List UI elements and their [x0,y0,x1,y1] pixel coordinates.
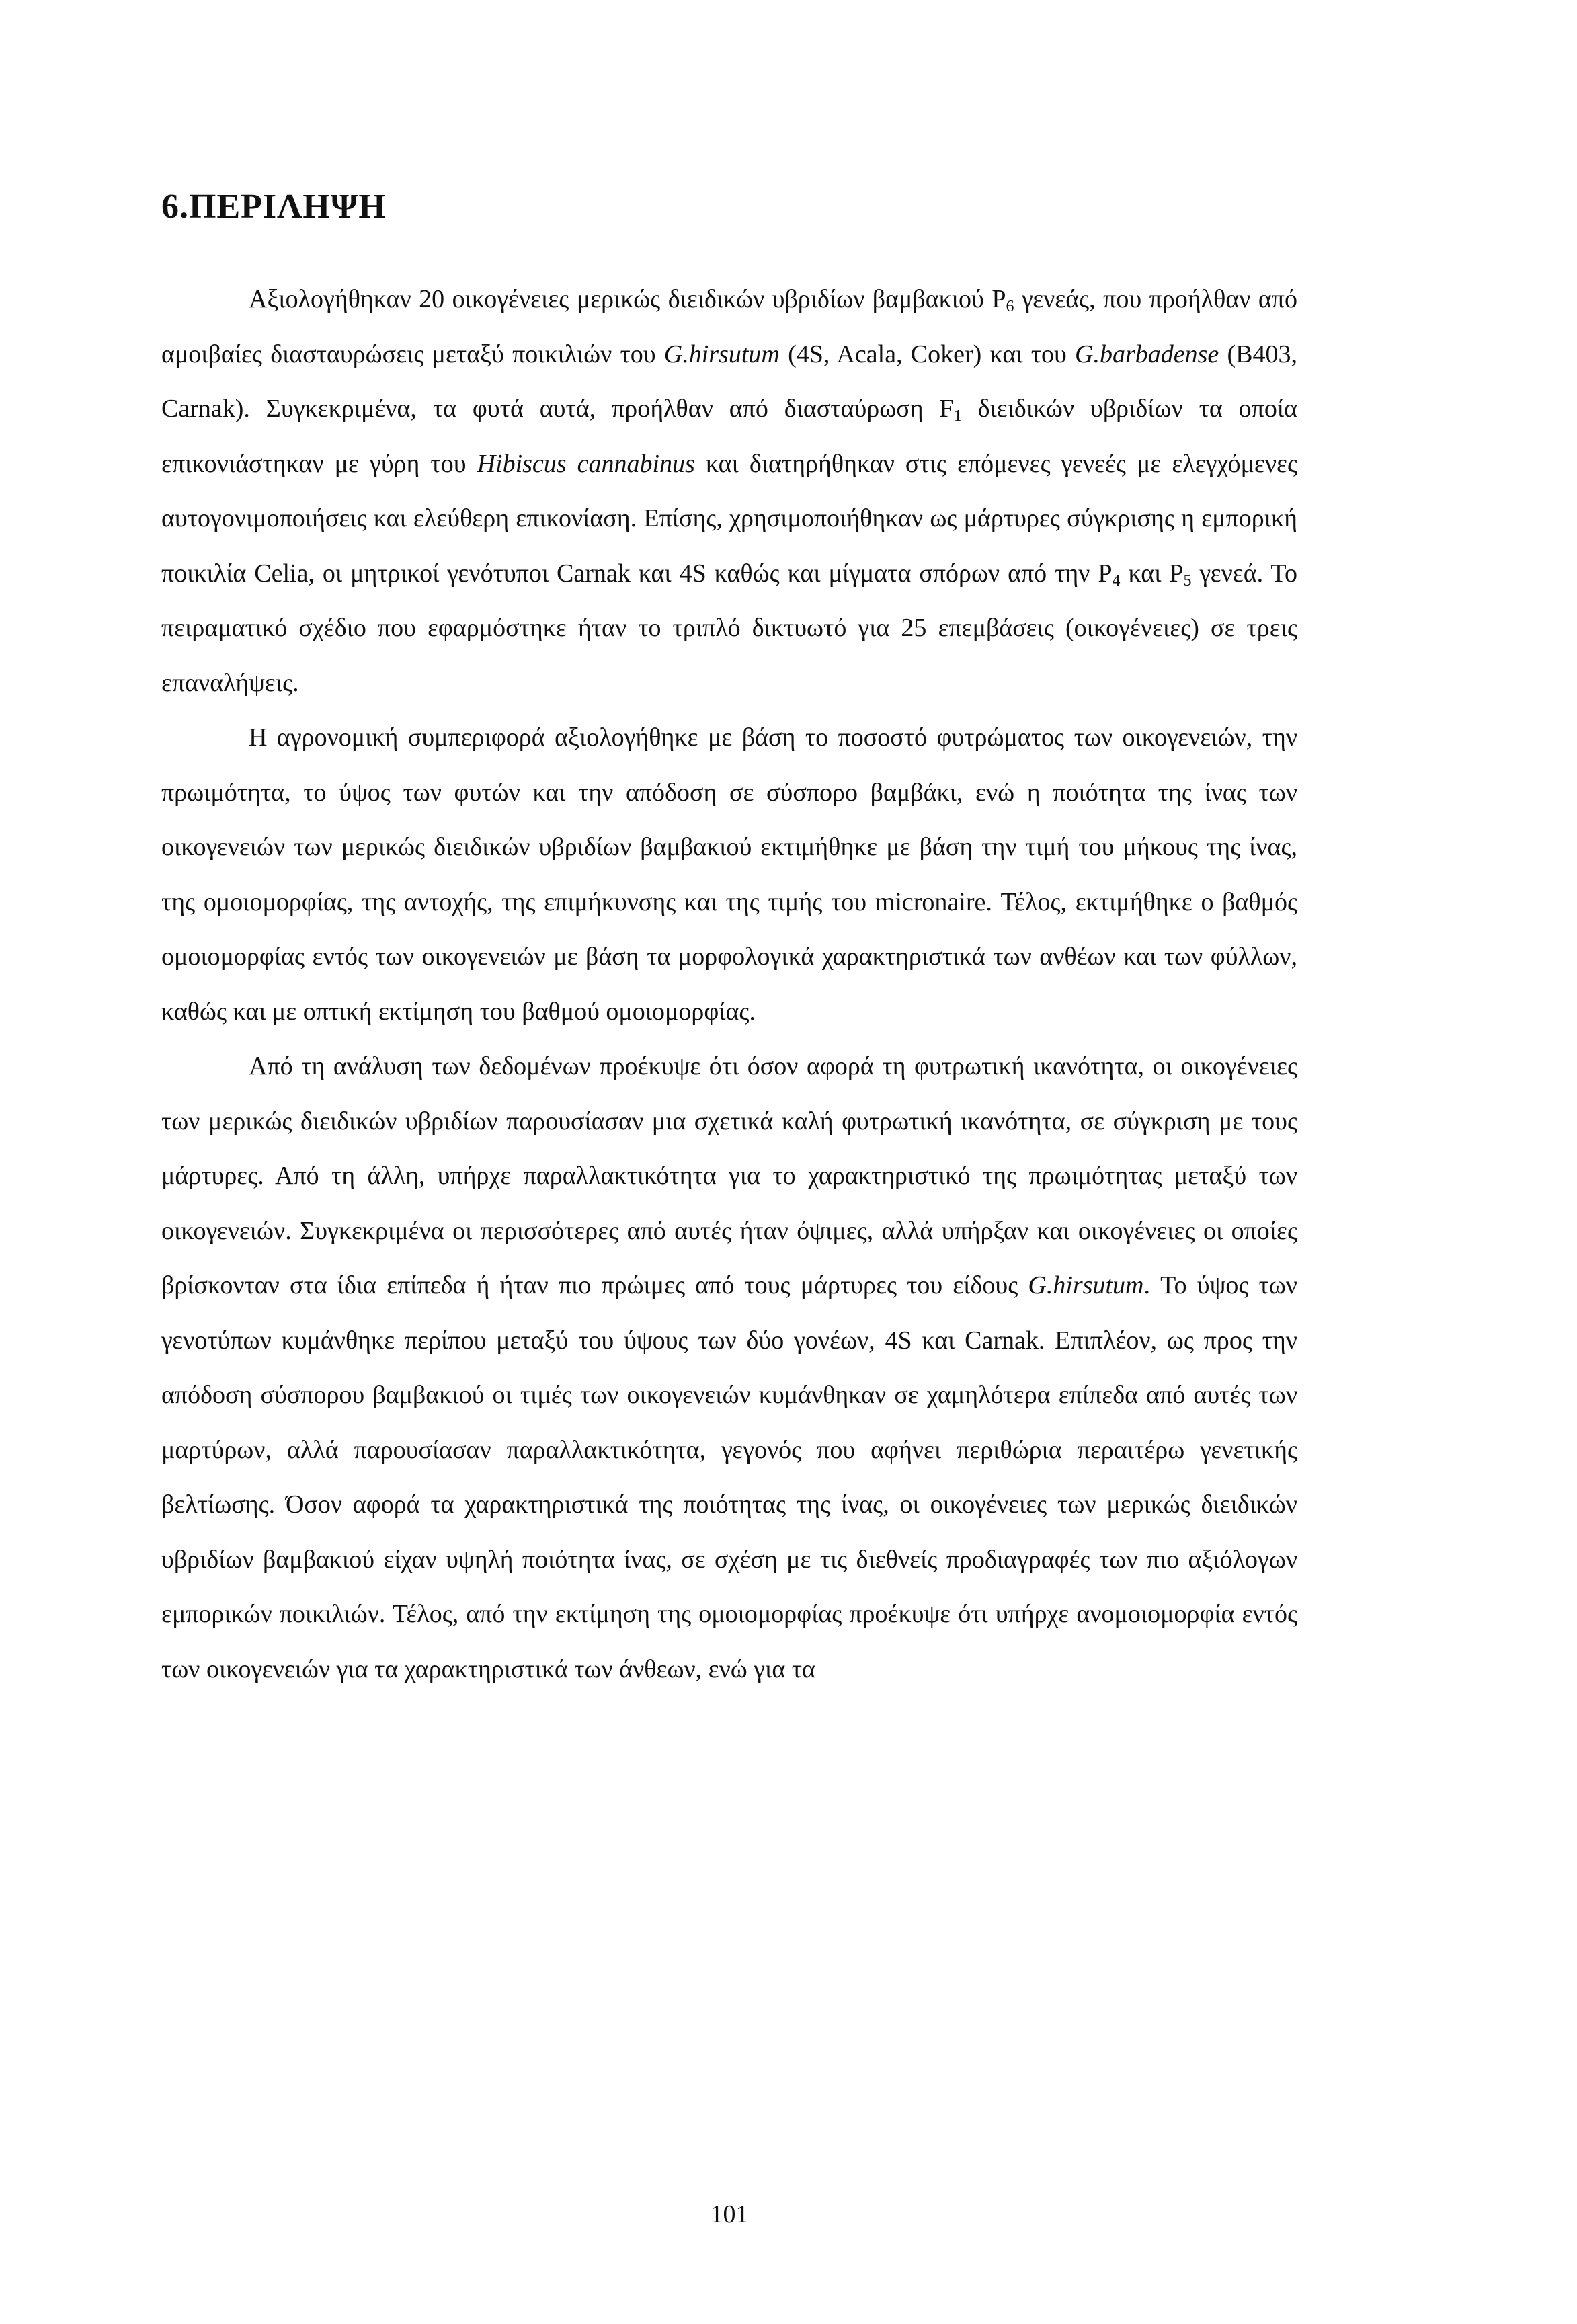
p3-text-a: Από τη ανάλυση των δεδομένων προέκυψε ότι όσον αφορά τη φυτρωτική ικανότητα, οι οικογένειες των μερικώς διειδικών υβριδίων παρουσίασαν μια σχετικά καλή φυτρωτική ικανότητα, σε σύγκριση με τους μάρτυρες. Από τη άλλη, υπήρχε παραλλακτικότητα για το χαρακτηριστικό της πρωιμότητας μεταξύ των οικογενειών. Συγκεκριμένα οι περισσότερες από αυτές ήταν όψιμες, αλλά υπήρξαν και οικογένειες οι οποίες βρίσκονταν στα ίδια επίπεδα ή ήταν πιο πρώιμες από τους μάρτυρες του είδους [161,1052,1297,1299]
p1-subscript-4: 4 [1112,571,1121,590]
p1-text-k: γενεά. Το πειραματικό σχέδιο που εφαρμόστηκε ήταν το τριπλό δικτυωτό για 25 επεμβάσεις (οικογένειες) σε τρεις επαναλήψεις. [161,559,1297,697]
p1-text-j: και P [1120,559,1184,588]
page-number: 101 [710,2200,749,2229]
paragraph-1 [161,272,1297,711]
paragraph-2: Η αγρονομική συμπεριφορά αξιολογήθηκε με βάση το ποσοστό φυτρώματος των οικογενειών, την πρωιμότητα, το ύψος των φυτών και την απόδοση σε σύσπορο βαμβάκι, ενώ η ποιότητα της ίνας των οικογενειών των μερικώς διειδικών υβριδίων βαμβακιού εκτιμήθηκε με βάση την τιμή του μήκους της ίνας, της ομοιομορφίας, της αντοχής, της επιμήκυνσης και της τιμής του micronaire. Τέλος, εκτιμήθηκε ο βαθμός ομοιομορφίας εντός των οικογενειών με βάση τα μορφολογικά χαρακτηριστικά των ανθέων και των φύλλων, καθώς και με οπτική εκτίμηση του βαθμού ομοιομορφίας. [161,723,1297,1026]
summary-body [161,272,1297,1697]
species-g-hirsutum: G.hirsutum [663,339,780,368]
species-hibiscus-cannabinus: Hibiscus cannabinus [477,449,695,478]
p1-subscript-6: 6 [1006,298,1014,315]
document-page [161,0,1297,2324]
p1-text-b: γενεάς, που προήλθαν από αμοιβαίες διασταυρώσεις μεταξύ ποικιλιών του [161,285,1297,368]
p1-text-i: και διατηρήθηκαν στις επόμενες γενεές με ελεγχόμενες αυτογονιμοποιήσεις και ελεύθερη επικονίαση. Επίσης, χρησιμοποιήθηκαν ως μάρτυρες σύγκρισης η εμπορική ποικιλία Celia, οι μητρικοί γενότυποι Carnak και 4S καθώς και μίγματα σπόρων από την P [161,449,1297,588]
p1-text-f: (B403, Carnak). Συγκεκριμένα, τα φυτά αυτά, προήλθαν από διασταύρωση F [161,339,1297,423]
p1-text-d: (4S, Acala, Coker) και του [779,339,1076,368]
species-g-hirsutum-2: G.hirsutum [1028,1271,1144,1299]
p1-text-a: Αξιολογήθηκαν 20 οικογένειες μερικώς διειδικών υβριδίων βαμβακιού P [249,285,1006,313]
section-heading: 6.ΠΕΡΙΛΗΨΗ [161,188,387,226]
p1-subscript-1: 1 [953,407,962,425]
species-g-barbadense: G.barbadense [1075,339,1219,368]
p1-subscript-5: 5 [1183,571,1192,590]
p3-text-c: . Το ύψος των γενοτύπων κυμάνθηκε περίπου μεταξύ του ύψους των δύο γονέων, 4S και Carnak. Επιπλέον, ως προς την απόδοση σύσπορου βαμβακιού οι τιμές των οικογενειών κυμάνθηκαν σε χαμηλότερα επίπεδα από αυτές των μαρτύρων, αλλά παρουσίασαν παραλλακτικότητα, γεγονός που αφήνει περιθώρια περαιτέρω γενετικής βελτίωσης. Όσον αφορά τα χαρακτηριστικά της ποιότητας της ίνας, οι οικογένειες των μερικώς διειδικών υβριδίων βαμβακιού είχαν υψηλή ποιότητα ίνας, σε σχέση με τις διεθνείς προδιαγραφές των πιο αξιόλογων εμπορικών ποικιλιών. Τέλος, από την εκτίμηση της ομοιομορφίας προέκυψε ότι υπήρχε ανομοιομορφία εντός των οικογενειών για τα χαρακτηριστικά των άνθεων, ενώ για τα [161,1271,1297,1683]
paragraph-3 [161,1039,1297,1697]
p1-text-g: διειδικών υβριδίων τα οποία επικονιάστηκαν με γύρη του [161,395,1298,478]
